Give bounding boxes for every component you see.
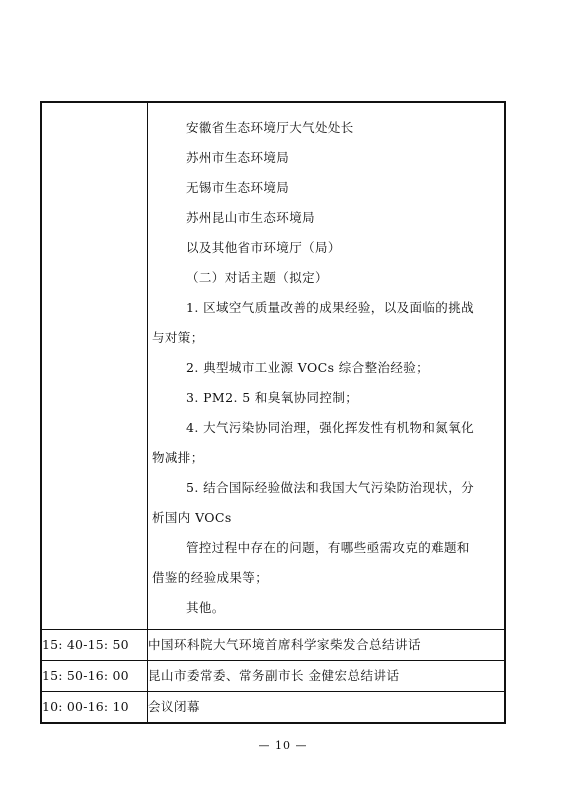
topic-line: 其他。: [186, 600, 225, 615]
participant-line: 苏州昆山市生态环境局: [186, 210, 316, 225]
time-cell: 10: 00-16: 10: [42, 692, 148, 723]
agenda-item-cell: 昆山市委常委、常务副市长 金健宏总结讲话: [148, 661, 505, 692]
topic-line-continued: 物减排；: [152, 450, 204, 465]
agenda-row: [42, 630, 505, 661]
time-cell-empty: [42, 103, 148, 630]
topic-line: 3. PM2. 5 和臭氧协同控制；: [186, 390, 359, 405]
topic-line: 5. 结合国际经验做法和我国大气污染防治现状，分: [186, 480, 475, 495]
topic-line: 2. 典型城市工业源 VOCs 综合整治经验；: [186, 360, 430, 375]
agenda-continuation-row: [42, 103, 505, 630]
topic-line: 4. 大气污染协同治理，强化挥发性有机物和氮氧化: [186, 420, 475, 435]
topic-line: 管控过程中存在的问题，有哪些亟需攻克的难题和: [186, 540, 470, 555]
agenda-item-cell: 中国环科院大气环境首席科学家柴发合总结讲话: [148, 630, 505, 661]
participant-line: 无锡市生态环境局: [186, 180, 290, 195]
participant-line: 以及其他省市环境厅（局）: [186, 240, 341, 255]
time-cell: 15: 50-16: 00: [42, 661, 148, 692]
participant-line: 安徽省生态环境厅大气处处长: [186, 120, 354, 135]
topic-line-continued: 与对策；: [152, 330, 204, 345]
agenda-table: [41, 102, 505, 723]
topic-line-continued: 析国内 VOCs: [152, 510, 232, 525]
agenda-table-container: [40, 101, 506, 724]
page-number: — 10 —: [258, 739, 308, 752]
agenda-details-cell: [148, 103, 505, 630]
agenda-row: [42, 692, 505, 723]
section-heading: （二）对话主题（拟定）: [186, 270, 328, 285]
agenda-item-cell: 会议闭幕: [148, 692, 505, 723]
topic-line: 1. 区域空气质量改善的成果经验，以及面临的挑战: [186, 300, 475, 315]
agenda-row: [42, 661, 505, 692]
topic-line-continued: 借鉴的经验成果等；: [152, 570, 269, 585]
participant-line: 苏州市生态环境局: [186, 150, 290, 165]
time-cell: 15: 40-15: 50: [42, 630, 148, 661]
